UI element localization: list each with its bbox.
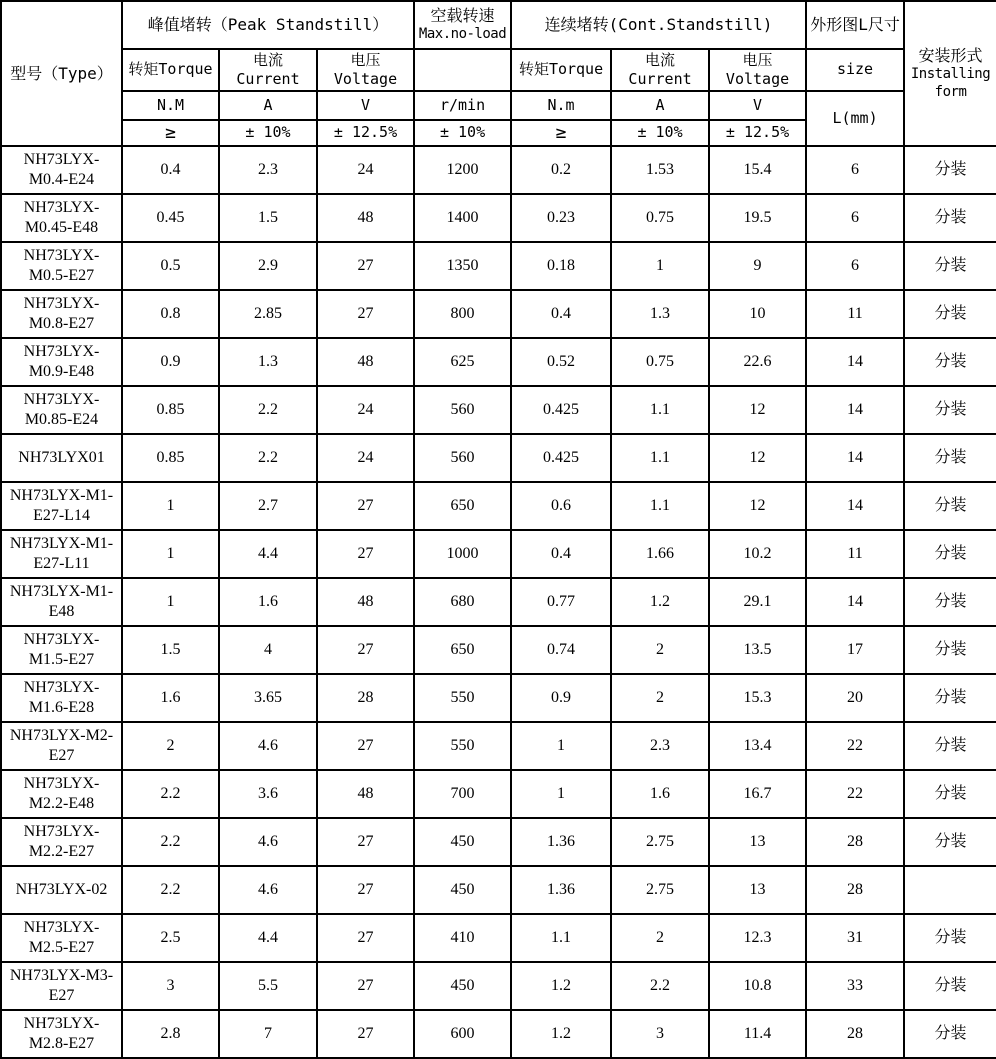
cell-peak-voltage: 24: [317, 146, 414, 194]
cell-type: NH73LYX-M0.5-E27: [1, 242, 122, 290]
table-row: [1, 626, 996, 674]
cell-size-l: 14: [806, 434, 904, 482]
cell-type: NH73LYX-M0.4-E24: [1, 146, 122, 194]
cell-cont-voltage: 29.1: [709, 578, 806, 626]
cell-peak-voltage: 48: [317, 578, 414, 626]
cell-type: NH73LYX-M0.45-E48: [1, 194, 122, 242]
cell-peak-torque: 1: [122, 530, 219, 578]
cell-peak-torque: 0.9: [122, 338, 219, 386]
cell-peak-torque: 2.8: [122, 1010, 219, 1058]
cell-type: NH73LYX-M2-E27: [1, 722, 122, 770]
cell-cont-voltage: 13.4: [709, 722, 806, 770]
cell-size-l: 14: [806, 482, 904, 530]
cell-cont-current: 0.75: [611, 338, 709, 386]
cell-cont-voltage: 11.4: [709, 1010, 806, 1058]
noload-label-en: Max.no-load: [418, 26, 507, 43]
cell-cont-voltage: 13.5: [709, 626, 806, 674]
cell-type: NH73LYX-M0.9-E48: [1, 338, 122, 386]
cell-peak-current: 7: [219, 1010, 317, 1058]
cell-type: NH73LYX-M2.2-E27: [1, 818, 122, 866]
cell-cont-torque: 0.9: [511, 674, 611, 722]
cell-peak-voltage: 48: [317, 194, 414, 242]
cell-peak-torque: 1: [122, 578, 219, 626]
cell-installing-form: 分装: [904, 482, 996, 530]
cell-noload-speed: 1400: [414, 194, 511, 242]
cell-cont-torque: 1.36: [511, 866, 611, 914]
cell-cont-torque: 1.2: [511, 1010, 611, 1058]
header-size-group: 外形图L尺寸: [806, 1, 904, 49]
cell-cont-torque: 0.18: [511, 242, 611, 290]
table-header: [1, 1, 996, 146]
cell-peak-voltage: 27: [317, 962, 414, 1010]
cell-cont-current: 0.75: [611, 194, 709, 242]
cell-installing-form: 分装: [904, 290, 996, 338]
tol-noload-speed: ± 10%: [414, 120, 511, 147]
cell-cont-voltage: 13: [709, 818, 806, 866]
table-row: [1, 146, 996, 194]
cell-peak-torque: 1.6: [122, 674, 219, 722]
cell-size-l: 6: [806, 146, 904, 194]
cell-installing-form: 分装: [904, 530, 996, 578]
cell-installing-form: 分装: [904, 1010, 996, 1058]
header-type: 型号（Type）: [1, 1, 122, 146]
cell-cont-torque: 1: [511, 770, 611, 818]
cell-peak-torque: 2: [122, 722, 219, 770]
cell-noload-speed: 1350: [414, 242, 511, 290]
cell-cont-torque: 1.1: [511, 914, 611, 962]
cell-cont-current: 1.2: [611, 578, 709, 626]
table-row: [1, 818, 996, 866]
cell-peak-voltage: 27: [317, 242, 414, 290]
tol-cont-current: ± 10%: [611, 120, 709, 147]
unit-noload-speed: r/min: [414, 91, 511, 120]
cell-cont-voltage: 15.4: [709, 146, 806, 194]
cell-cont-voltage: 12: [709, 434, 806, 482]
cell-size-l: 31: [806, 914, 904, 962]
cell-size-l: 22: [806, 722, 904, 770]
cell-peak-current: 1.5: [219, 194, 317, 242]
cell-peak-voltage: 24: [317, 434, 414, 482]
cell-cont-torque: 1: [511, 722, 611, 770]
table-row: [1, 914, 996, 962]
cell-cont-torque: 0.52: [511, 338, 611, 386]
header-cont-current: 电流Current: [611, 49, 709, 91]
cell-type: NH73LYX-M0.8-E27: [1, 290, 122, 338]
cell-peak-current: 2.7: [219, 482, 317, 530]
cell-cont-voltage: 10.2: [709, 530, 806, 578]
cell-cont-voltage: 15.3: [709, 674, 806, 722]
cell-cont-voltage: 22.6: [709, 338, 806, 386]
cell-peak-current: 4: [219, 626, 317, 674]
cell-type: NH73LYX-M2.2-E48: [1, 770, 122, 818]
cell-size-l: 28: [806, 866, 904, 914]
cell-peak-torque: 1.5: [122, 626, 219, 674]
table-row: [1, 482, 996, 530]
header-size-label: size: [806, 49, 904, 91]
cell-type: NH73LYX-M3-E27: [1, 962, 122, 1010]
cell-size-l: 28: [806, 818, 904, 866]
cell-cont-current: 1.1: [611, 386, 709, 434]
cell-peak-current: 2.3: [219, 146, 317, 194]
unit-cont-current: A: [611, 91, 709, 120]
cell-peak-current: 4.6: [219, 722, 317, 770]
cell-peak-voltage: 48: [317, 338, 414, 386]
header-peak-torque: 转矩Torque: [122, 49, 219, 91]
tol-peak-torque: ≥: [122, 120, 219, 147]
cell-cont-current: 2: [611, 626, 709, 674]
cell-installing-form: 分装: [904, 962, 996, 1010]
cell-peak-current: 5.5: [219, 962, 317, 1010]
cell-peak-torque: 0.45: [122, 194, 219, 242]
cell-peak-current: 4.4: [219, 914, 317, 962]
cell-installing-form: 分装: [904, 818, 996, 866]
header-peak-standstill-group: 峰值堵转（Peak Standstill）: [122, 1, 414, 49]
cell-noload-speed: 1000: [414, 530, 511, 578]
cell-noload-speed: 680: [414, 578, 511, 626]
cell-noload-speed: 650: [414, 626, 511, 674]
cell-peak-current: 3.6: [219, 770, 317, 818]
cell-peak-current: 3.65: [219, 674, 317, 722]
cell-installing-form: 分装: [904, 386, 996, 434]
cell-cont-voltage: 16.7: [709, 770, 806, 818]
cell-installing-form: 分装: [904, 338, 996, 386]
cell-noload-speed: 560: [414, 386, 511, 434]
cell-cont-current: 1.6: [611, 770, 709, 818]
cell-peak-torque: 2.2: [122, 866, 219, 914]
noload-label-cn: 空载转速: [430, 6, 495, 26]
cell-peak-voltage: 27: [317, 722, 414, 770]
table-row: [1, 674, 996, 722]
cell-noload-speed: 700: [414, 770, 511, 818]
cell-size-l: 11: [806, 290, 904, 338]
cell-cont-torque: 0.2: [511, 146, 611, 194]
install-label-en1: Installing: [910, 66, 991, 82]
cell-type: NH73LYX-M0.85-E24: [1, 386, 122, 434]
cell-installing-form: 分装: [904, 434, 996, 482]
header-noload-group: [414, 1, 511, 49]
cell-cont-current: 3: [611, 1010, 709, 1058]
cell-noload-speed: 625: [414, 338, 511, 386]
cell-installing-form: 分装: [904, 626, 996, 674]
cell-peak-torque: 1: [122, 482, 219, 530]
table-row: [1, 1010, 996, 1058]
table-body: [1, 146, 996, 1058]
cell-noload-speed: 550: [414, 722, 511, 770]
cell-peak-voltage: 27: [317, 818, 414, 866]
cell-noload-speed: 550: [414, 674, 511, 722]
cell-cont-torque: 1.2: [511, 962, 611, 1010]
unit-peak-current: A: [219, 91, 317, 120]
cell-noload-speed: 410: [414, 914, 511, 962]
table-row: [1, 242, 996, 290]
install-label-cn: 安装形式: [918, 46, 983, 65]
cell-installing-form: 分装: [904, 194, 996, 242]
unit-cont-torque: N.m: [511, 91, 611, 120]
cell-installing-form: 分装: [904, 722, 996, 770]
header-row-units: [1, 91, 996, 120]
cell-type: NH73LYX-M2.8-E27: [1, 1010, 122, 1058]
cell-type: NH73LYX-M2.5-E27: [1, 914, 122, 962]
cell-installing-form: 分装: [904, 674, 996, 722]
header-installing-form: [904, 1, 996, 146]
cell-cont-current: 2.2: [611, 962, 709, 1010]
cell-peak-voltage: 27: [317, 482, 414, 530]
header-cont-torque: 转矩Torque: [511, 49, 611, 91]
cell-noload-speed: 450: [414, 818, 511, 866]
cell-installing-form: 分装: [904, 914, 996, 962]
cell-size-l: 14: [806, 338, 904, 386]
cell-cont-current: 1.53: [611, 146, 709, 194]
cell-installing-form: 分装: [904, 770, 996, 818]
cell-cont-voltage: 12: [709, 482, 806, 530]
table-row: [1, 962, 996, 1010]
cell-noload-speed: 600: [414, 1010, 511, 1058]
cell-cont-voltage: 10: [709, 290, 806, 338]
unit-peak-voltage: V: [317, 91, 414, 120]
cell-peak-voltage: 27: [317, 914, 414, 962]
tol-cont-voltage: ± 12.5%: [709, 120, 806, 147]
cell-size-l: 6: [806, 242, 904, 290]
header-peak-current: 电流Current: [219, 49, 317, 91]
table-row: [1, 194, 996, 242]
cell-cont-current: 1.1: [611, 434, 709, 482]
cell-type: NH73LYX-M1.5-E27: [1, 626, 122, 674]
table-row: [1, 866, 996, 914]
cell-size-l: 14: [806, 578, 904, 626]
unit-peak-torque: N.M: [122, 91, 219, 120]
cell-cont-voltage: 10.8: [709, 962, 806, 1010]
cell-noload-speed: 450: [414, 962, 511, 1010]
cell-noload-speed: 650: [414, 482, 511, 530]
unit-cont-voltage: V: [709, 91, 806, 120]
cell-cont-current: 2.75: [611, 866, 709, 914]
cell-noload-speed: 450: [414, 866, 511, 914]
cell-noload-speed: 560: [414, 434, 511, 482]
cell-peak-current: 1.6: [219, 578, 317, 626]
cell-cont-torque: 0.4: [511, 530, 611, 578]
cell-peak-voltage: 27: [317, 530, 414, 578]
cell-peak-torque: 0.5: [122, 242, 219, 290]
tol-peak-voltage: ± 12.5%: [317, 120, 414, 147]
cell-installing-form: 分装: [904, 146, 996, 194]
cell-cont-voltage: 9: [709, 242, 806, 290]
cell-peak-current: 1.3: [219, 338, 317, 386]
cell-cont-torque: 0.425: [511, 386, 611, 434]
header-row-measures: [1, 49, 996, 91]
cell-cont-torque: 0.425: [511, 434, 611, 482]
cell-peak-voltage: 24: [317, 386, 414, 434]
tol-cont-torque: ≥: [511, 120, 611, 147]
cell-cont-current: 2: [611, 674, 709, 722]
header-peak-voltage: 电压Voltage: [317, 49, 414, 91]
table-row: [1, 386, 996, 434]
tol-peak-current: ± 10%: [219, 120, 317, 147]
cell-type: NH73LYX-M1.6-E28: [1, 674, 122, 722]
cell-peak-current: 2.85: [219, 290, 317, 338]
cell-peak-torque: 2.5: [122, 914, 219, 962]
cell-peak-torque: 0.85: [122, 386, 219, 434]
cell-installing-form: [904, 866, 996, 914]
header-noload-empty: [414, 49, 511, 91]
cell-size-l: 17: [806, 626, 904, 674]
cell-peak-torque: 0.4: [122, 146, 219, 194]
cell-peak-current: 2.9: [219, 242, 317, 290]
install-label-en2: form: [934, 83, 967, 100]
cell-peak-current: 4.6: [219, 818, 317, 866]
cell-cont-torque: 0.77: [511, 578, 611, 626]
cell-cont-current: 1.3: [611, 290, 709, 338]
cell-size-l: 28: [806, 1010, 904, 1058]
cell-peak-current: 2.2: [219, 434, 317, 482]
cell-peak-voltage: 27: [317, 866, 414, 914]
cell-cont-torque: 0.74: [511, 626, 611, 674]
header-cont-standstill-group: 连续堵转(Cont.Standstill): [511, 1, 806, 49]
unit-size-lmm: L(mm): [806, 91, 904, 147]
table-row: [1, 530, 996, 578]
cell-cont-voltage: 12.3: [709, 914, 806, 962]
table-row: [1, 578, 996, 626]
cell-size-l: 6: [806, 194, 904, 242]
cell-cont-current: 2.75: [611, 818, 709, 866]
cell-peak-torque: 0.8: [122, 290, 219, 338]
cell-type: NH73LYX-M1-E27-L11: [1, 530, 122, 578]
cell-type: NH73LYX-02: [1, 866, 122, 914]
table-row: [1, 338, 996, 386]
cell-installing-form: 分装: [904, 578, 996, 626]
cell-cont-torque: 0.6: [511, 482, 611, 530]
cell-noload-speed: 800: [414, 290, 511, 338]
cell-peak-voltage: 28: [317, 674, 414, 722]
cell-type: NH73LYX-M1-E27-L14: [1, 482, 122, 530]
cell-noload-speed: 1200: [414, 146, 511, 194]
cell-peak-voltage: 48: [317, 770, 414, 818]
cell-cont-voltage: 12: [709, 386, 806, 434]
cell-size-l: 22: [806, 770, 904, 818]
cell-cont-current: 2.3: [611, 722, 709, 770]
cell-cont-current: 2: [611, 914, 709, 962]
cell-type: NH73LYX-M1-E48: [1, 578, 122, 626]
cell-peak-current: 4.6: [219, 866, 317, 914]
cell-peak-torque: 2.2: [122, 770, 219, 818]
cell-installing-form: 分装: [904, 242, 996, 290]
cell-size-l: 20: [806, 674, 904, 722]
cell-cont-voltage: 13: [709, 866, 806, 914]
cell-cont-current: 1.1: [611, 482, 709, 530]
cell-cont-current: 1.66: [611, 530, 709, 578]
cell-cont-current: 1: [611, 242, 709, 290]
cell-peak-voltage: 27: [317, 1010, 414, 1058]
table-row: [1, 290, 996, 338]
table-row: [1, 770, 996, 818]
cell-peak-torque: 2.2: [122, 818, 219, 866]
header-row-groups: [1, 1, 996, 49]
cell-size-l: 11: [806, 530, 904, 578]
cell-cont-torque: 1.36: [511, 818, 611, 866]
cell-size-l: 33: [806, 962, 904, 1010]
cell-peak-voltage: 27: [317, 290, 414, 338]
cell-peak-torque: 3: [122, 962, 219, 1010]
table-row: [1, 434, 996, 482]
cell-peak-torque: 0.85: [122, 434, 219, 482]
cell-cont-torque: 0.23: [511, 194, 611, 242]
cell-size-l: 14: [806, 386, 904, 434]
cell-peak-voltage: 27: [317, 626, 414, 674]
table-row: [1, 722, 996, 770]
cell-cont-voltage: 19.5: [709, 194, 806, 242]
header-cont-voltage: 电压Voltage: [709, 49, 806, 91]
cell-cont-torque: 0.4: [511, 290, 611, 338]
cell-peak-current: 2.2: [219, 386, 317, 434]
cell-peak-current: 4.4: [219, 530, 317, 578]
cell-type: NH73LYX01: [1, 434, 122, 482]
